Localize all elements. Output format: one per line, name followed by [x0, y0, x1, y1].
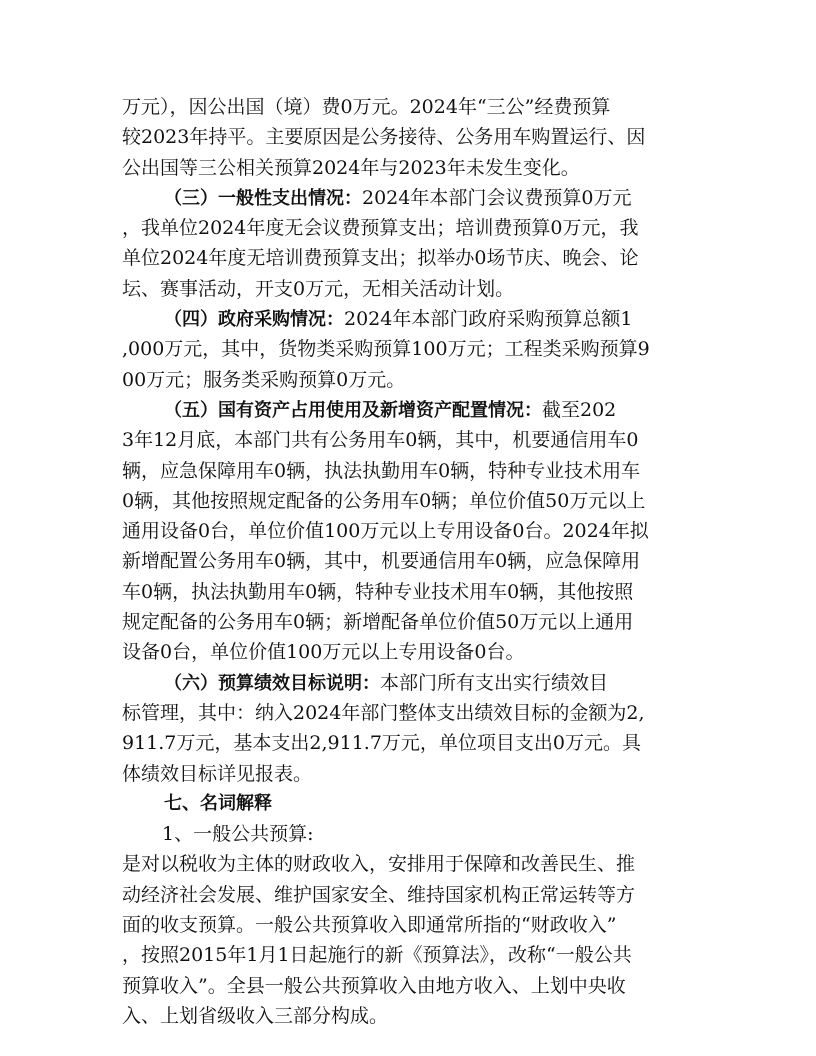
body-line: 是对以税收为主体的财政收入，安排用于保障和改善民生、推 [122, 853, 636, 876]
glossary-term-general-public-budget: 1、一般公共预算: [162, 823, 314, 846]
body-text: 截至202 [542, 398, 617, 421]
body-line: 面的收支预算。一般公共预算收入即通常所指的“财政收入” [122, 914, 617, 937]
body-line: 入、上划省级收入三部分构成。 [122, 1004, 389, 1027]
section-paragraph-general-expenditure [122, 183, 698, 213]
section-heading-performance-goals: （六）预算绩效目标说明： [164, 672, 380, 694]
body-line: 公出国等三公相关预算2024年与2023年未发生变化。 [122, 156, 580, 179]
section-paragraph-government-procurement [122, 304, 698, 334]
body-line: 0辆，其他按照规定配备的公务用车0辆；单位价值50万元以上 [122, 489, 646, 512]
body-text: 2024年本部门政府采购预算总额1 [344, 308, 633, 331]
body-line: 较2023年持平。主要原因是公务接待、公务用车购置运行、因 [122, 126, 646, 149]
section-heading-government-procurement: （四）政府采购情况： [164, 309, 344, 331]
body-line: ，按照2015年1月1日起施行的新《预算法》，改称“一般公共 [122, 944, 632, 967]
body-line: ，我单位2024年度无会议费预算支出；培训费预算0万元，我 [122, 217, 639, 240]
body-text: 2024年本部门会议费预算0万元 [362, 186, 632, 209]
document-page [122, 92, 698, 1031]
body-line: 预算收入”。全县一般公共预算收入由地方收入、上划中央收 [122, 974, 626, 997]
body-line: 新增配置公务用车0辆，其中，机要通信用车0辆，应急保障用 [122, 550, 641, 573]
body-line: 00万元；服务类采购预算0万元。 [122, 368, 406, 391]
body-line: 3年12月底，本部门共有公务用车0辆，其中，机要通信用车0 [122, 429, 639, 452]
body-line: 规定配备的公务用车0辆；新增配备单位价值50万元以上通用 [122, 611, 634, 634]
body-line: 单位2024年度无培训费预算支出；拟举办0场节庆、晚会、论 [122, 247, 639, 270]
section-heading-state-assets: （五）国有资产占用使用及新增资产配置情况： [164, 399, 542, 421]
section-heading-general-expenditure: （三）一般性支出情况： [164, 187, 362, 209]
body-line: 体绩效目标详见报表。 [122, 762, 313, 785]
body-line: 车0辆，执法执勤用车0辆，特种专业技术用车0辆，其他按照 [122, 580, 634, 603]
body-line: 911.7万元，基本支出2,911.7万元，单位项目支出0万元。具 [122, 732, 642, 755]
section-heading-glossary: 七、名词解释 [164, 792, 272, 814]
section-paragraph-performance-goals [122, 668, 698, 698]
body-line: 通用设备0台，单位价值100万元以上专用设备0台。2024年拟 [122, 520, 649, 543]
body-line: 坛、赛事活动，开支0万元，无相关活动计划。 [122, 277, 515, 300]
body-line: 万元），因公出国（境）费0万元。2024年“三公”经费预算 [122, 96, 611, 118]
body-line: 标管理，其中：纳入2024年部门整体支出绩效目标的金额为2, [122, 701, 645, 724]
body-line: 辆，应急保障用车0辆，执法执勤用车0辆，特种专业技术用车 [122, 459, 641, 482]
body-text: 本部门所有支出实行绩效目 [380, 671, 609, 694]
body-line: ,000万元，其中，货物类采购预算100万元；工程类采购预算9 [122, 338, 650, 361]
body-line: 设备0台，单位价值100万元以上专用设备0台。 [122, 641, 525, 664]
section-paragraph-state-assets [122, 395, 698, 425]
body-line: 动经济社会发展、维护国家安全、维持国家机构正常运转等方 [122, 883, 636, 906]
